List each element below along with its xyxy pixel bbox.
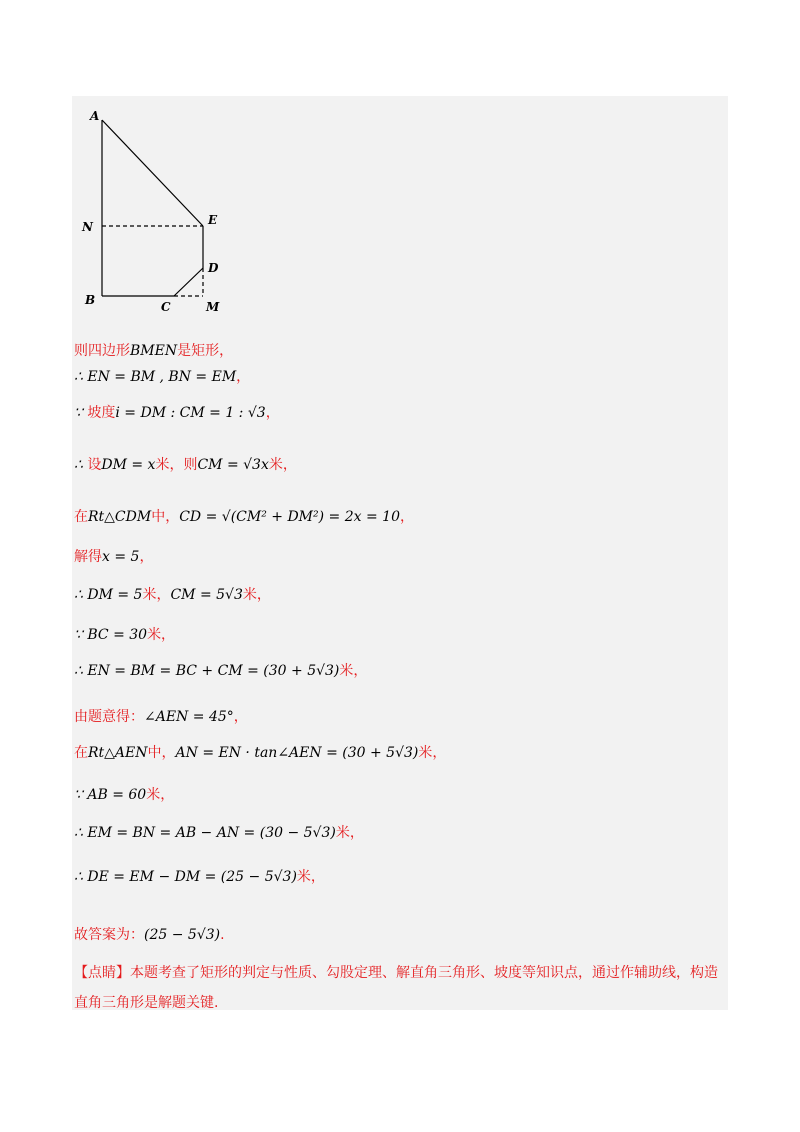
line-11-part-5: 米， <box>418 745 447 761</box>
line-9-part-1: ∴ EN = BM = BC + CM = (30 + 5√3) <box>74 663 340 679</box>
line-15-part-3: . <box>220 927 225 943</box>
line-1-part-3: 是矩形， <box>177 343 234 359</box>
line-5-part-3: 中， <box>151 509 180 525</box>
line-7-part-2: 米， <box>142 587 171 603</box>
solution-line-1 <box>74 340 233 360</box>
solution-line-9 <box>74 660 367 680</box>
solution-line-4 <box>74 454 297 474</box>
line-3-part-3: i = DM : CM = 1 : √3 <box>115 405 266 421</box>
line-8-part-1: ∵ BC = 30 <box>74 627 148 643</box>
line-15-part-2: (25 − 5√3) <box>144 927 221 943</box>
line-11-part-4: AN = EN · tan∠AEN = (30 + 5√3) <box>175 745 419 761</box>
label-M: M <box>206 300 220 314</box>
line-6-part-3: ， <box>139 549 154 565</box>
solution-line-11 <box>74 742 446 762</box>
line-1-part-2: BMEN <box>130 343 178 359</box>
line-12-part-1: ∵ AB = 60 <box>74 787 147 803</box>
solution-line-7 <box>74 584 271 604</box>
solution-line-13 <box>74 822 364 842</box>
solution-line-14 <box>74 866 325 886</box>
line-5-part-2: Rt△CDM <box>88 509 152 525</box>
line-5-part-4: CD = √(CM² + DM²) = 2x = 10 <box>179 509 400 525</box>
segment-AE <box>102 120 203 226</box>
solution-line-8 <box>74 624 175 644</box>
line-4-part-6: 米， <box>268 457 297 473</box>
line-13-part-2: 米， <box>335 825 364 841</box>
solution-line-6 <box>74 546 153 566</box>
line-15-part-1: 故答案为： <box>74 927 144 943</box>
line-6-part-1: 解得 <box>74 549 102 565</box>
line-7-part-4: 米， <box>242 587 271 603</box>
line-2-part-2: ， <box>236 369 251 385</box>
line-10-part-1: 由题意得： <box>74 709 144 725</box>
line-12-part-2: 米， <box>146 787 175 803</box>
label-A: A <box>90 109 100 123</box>
line-4-part-3: DM = x <box>101 457 156 473</box>
line-5-part-1: 在 <box>74 509 88 525</box>
line-10-part-2: ∠AEN = 45° <box>144 709 234 725</box>
line-5-part-5: ， <box>399 509 414 525</box>
line-6-part-2: x = 5 <box>102 549 140 565</box>
line-4-part-4: 米，则 <box>155 457 198 473</box>
line-4-part-2: 设 <box>87 457 102 473</box>
line-14-part-1: ∴ DE = EM − DM = (25 − 5√3) <box>74 869 297 885</box>
line-11-part-3: 中， <box>147 745 176 761</box>
label-E: E <box>208 213 218 227</box>
line-3-part-2: 坡度 <box>87 405 116 421</box>
solution-line-12 <box>74 784 174 804</box>
solution-line-10 <box>74 706 248 726</box>
line-3-part-4: ， <box>265 405 280 421</box>
line-2-part-1: ∴ EN = BM , BN = EM <box>74 369 237 385</box>
line-3-part-1: ∵ <box>74 405 88 421</box>
label-B: B <box>85 293 96 307</box>
line-14-part-2: 米， <box>296 869 325 885</box>
line-10-part-3: ， <box>233 709 248 725</box>
solution-line-5 <box>74 506 414 526</box>
line-4-part-5: CM = √3x <box>197 457 269 473</box>
line-7-part-1: ∴ DM = 5 <box>74 587 143 603</box>
line-9-part-2: 米， <box>339 663 368 679</box>
line-1-part-1: 则四边形 <box>74 343 130 359</box>
line-8-part-2: 米， <box>147 627 176 643</box>
segment-CD <box>174 268 203 296</box>
key-point-note: 【点睛】本题考查了矩形的判定与性质、勾股定理、解直角三角形、坡度等知识点，通过作辅助线，构造直角三角形是解题关键. <box>74 965 718 1011</box>
line-4-part-1: ∴ <box>74 457 88 473</box>
label-N: N <box>82 220 93 234</box>
line-11-part-2: Rt△AEN <box>88 745 148 761</box>
label-D: D <box>208 261 219 275</box>
line-13-part-1: ∴ EM = BN = AB − AN = (30 − 5√3) <box>74 825 336 841</box>
label-C: C <box>161 300 171 314</box>
geometry-figure <box>76 104 236 324</box>
solution-line-15 <box>74 924 225 944</box>
line-11-part-1: 在 <box>74 745 88 761</box>
line-7-part-3: CM = 5√3 <box>170 587 243 603</box>
solution-line-2 <box>74 366 250 386</box>
solution-line-3 <box>74 402 280 422</box>
